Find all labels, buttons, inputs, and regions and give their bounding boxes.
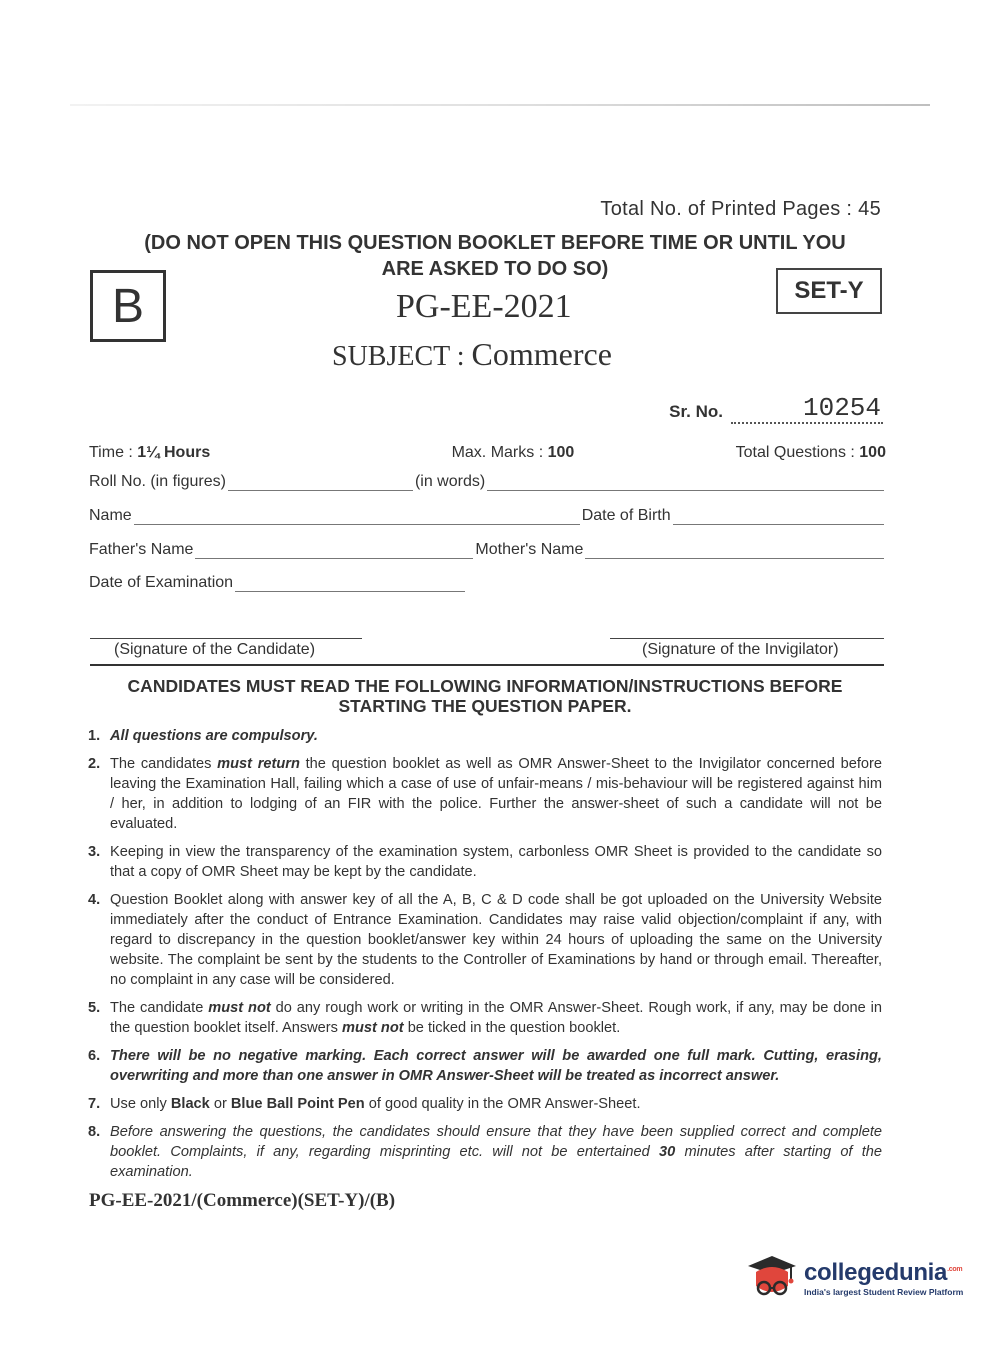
warning-line-1: (DO NOT OPEN THIS QUESTION BOOKLET BEFORE TIME OR UNTIL YOU	[144, 232, 846, 254]
brand-name	[804, 1259, 963, 1287]
exam-meta	[89, 444, 886, 462]
instruction-text: Keeping in view the transparency of the examination system, carbonless OMR Sheet is provided to the candidate so that a copy of OMR Sheet may be kept by the candidate.	[110, 844, 882, 880]
instruction-number: 2.	[88, 756, 101, 772]
instruction-text: There will be no negative marking. Each correct answer will be awarded one full mark. Cutting, erasing, overwriting and more than one answer in OMR Answer-Sheet will be treated as incorrect answer.	[110, 1048, 882, 1084]
instruction-text	[110, 1094, 882, 1114]
instruction-number: 6.	[88, 1048, 101, 1064]
instruction-text	[110, 754, 882, 834]
instruction-emphasis: Black	[170, 1096, 210, 1112]
father-name-label: Father's Name	[89, 541, 194, 558]
brand-name-text: collegedunia	[804, 1259, 948, 1286]
exam-code: PG-EE-2021	[396, 288, 572, 325]
total-questions-value: 100	[859, 444, 886, 461]
dob-field[interactable]	[673, 508, 884, 525]
name-row	[89, 507, 886, 525]
time-info	[89, 444, 210, 462]
instruction-text-part: Use only	[110, 1096, 171, 1112]
mother-name-field[interactable]	[585, 542, 884, 559]
exam-date-label: Date of Examination	[89, 574, 234, 591]
time-value: 1¼ Hours	[137, 444, 211, 461]
instruction-text-part: of good quality in the OMR Answer-Sheet.	[364, 1096, 641, 1112]
subject-label: SUBJECT :	[332, 341, 465, 372]
instruction-item	[88, 1122, 882, 1182]
invigilator-signature-label: (Signature of the Invigilator)	[642, 641, 839, 658]
sr-no-value: 10254	[731, 394, 883, 424]
instruction-number: 8.	[88, 1124, 101, 1140]
mascot-icon	[744, 1252, 800, 1304]
roll-figures-field[interactable]	[228, 474, 413, 491]
name-field[interactable]	[134, 508, 580, 525]
instructions-heading-line-2: STARTING THE QUESTION PAPER.	[338, 696, 632, 716]
sr-no-label: Sr. No.	[669, 402, 723, 421]
instruction-emphasis: must return	[217, 756, 300, 772]
roll-words-field[interactable]	[487, 474, 884, 491]
instruction-text-part: be ticked in the question booklet.	[403, 1020, 621, 1036]
collegedunia-watermark	[744, 1252, 963, 1304]
mother-name-label: Mother's Name	[475, 541, 584, 558]
instruction-item	[88, 842, 882, 882]
footer-paper-code: PG-EE-2021/(Commerce)(SET-Y)/(B)	[89, 1190, 396, 1211]
warning-line-2: ARE ASKED TO DO SO)	[381, 258, 609, 280]
instruction-text: Question Booklet along with answer key of all the A, B, C & D code shall be got uploaded on the University Website immediately after the conduct of Entrance Examination. Candidates may raise valid objection/complaint if any, with regard to discrepancy in the question booklet/answer key within 24 hours of uploading the same on the University website. The complaint be sent by the students to the Controller of Examinations by hand or through email. Thereafter, no complaint in any case will be considered.	[110, 892, 882, 988]
instruction-number: 1.	[88, 728, 101, 744]
instruction-item	[88, 998, 882, 1038]
time-label: Time :	[89, 444, 138, 461]
instruction-text-part: or	[209, 1096, 231, 1112]
serial-number	[669, 394, 883, 424]
instruction-item	[88, 1046, 882, 1086]
instruction-item	[88, 754, 882, 834]
roll-words-label: (in words)	[414, 473, 486, 490]
instruction-number: 4.	[88, 892, 101, 908]
instruction-item	[88, 726, 882, 746]
instructions-list	[88, 726, 882, 1190]
instructions-heading-line-1: CANDIDATES MUST READ THE FOLLOWING INFORMATION/INSTRUCTIONS BEFORE	[127, 676, 843, 696]
instruction-text-part: the question booklet as well as OMR Answer-Sheet to the Invigilator concerned before leaving the Examination Hall, failing which a case of use of unfair-means / mis-behaviour will be registered against him / her, in addition to lodging of an FIR with the police. Further the answer-sheet of such a candidate will not be evaluated.	[110, 756, 882, 832]
max-marks-value: 100	[547, 444, 575, 461]
instruction-emphasis: must not	[208, 1000, 271, 1016]
instruction-number: 7.	[88, 1096, 101, 1112]
booklet-code-box: B	[90, 270, 166, 342]
instruction-text: All questions are compulsory.	[110, 728, 318, 744]
subject-heading	[332, 336, 612, 373]
total-questions-label: Total Questions :	[735, 444, 860, 461]
exam-date-row	[89, 574, 886, 592]
instruction-number: 3.	[88, 844, 101, 860]
father-name-field[interactable]	[195, 542, 473, 559]
roll-number-row	[89, 473, 886, 491]
name-label: Name	[89, 507, 132, 524]
parents-row	[89, 541, 886, 559]
dob-label: Date of Birth	[581, 507, 671, 524]
invigilator-signature-line[interactable]	[610, 638, 884, 639]
brand-dot: .com	[947, 1266, 963, 1273]
instruction-item	[88, 890, 882, 990]
instruction-item	[88, 1094, 882, 1114]
scan-edge	[70, 104, 930, 106]
candidate-signature-label: (Signature of the Candidate)	[114, 641, 316, 658]
instruction-text-part: Before answering the questions, the candidates should ensure that they have been supplied correct and complete booklet. Complaints, if any, regarding misprinting etc. will not be entertained	[110, 1124, 882, 1160]
brand-text	[804, 1259, 963, 1297]
instruction-text-part: The candidates	[110, 756, 218, 772]
candidate-signature-line[interactable]	[90, 638, 362, 639]
max-marks-label: Max. Marks :	[451, 444, 548, 461]
instruction-text	[110, 1122, 882, 1182]
instruction-text-part: The candidate	[110, 1000, 209, 1016]
brand-tagline: India's largest Student Review Platform	[804, 1287, 964, 1297]
instruction-number: 5.	[88, 1000, 101, 1016]
roll-figures-label: Roll No. (in figures)	[89, 473, 226, 490]
max-marks-info	[452, 444, 575, 462]
instruction-text-part: minutes after starting of the examination.	[110, 1144, 882, 1180]
instruction-emphasis: Blue Ball Point Pen	[230, 1096, 365, 1112]
subject-value: Commerce	[471, 336, 612, 372]
instruction-emphasis: 30	[659, 1144, 676, 1160]
set-box: SET-Y	[776, 268, 882, 314]
exam-date-field[interactable]	[235, 575, 465, 592]
section-divider	[90, 664, 884, 666]
instruction-text-part: do any rough work or writing in the OMR Answer-Sheet. Rough work, if any, may be done in the question booklet itself. Answers	[110, 1000, 882, 1036]
instruction-text	[110, 998, 882, 1038]
total-pages: Total No. of Printed Pages : 45	[600, 198, 881, 220]
instructions-heading	[90, 676, 880, 716]
total-questions-info	[736, 444, 886, 462]
instruction-emphasis: must not	[342, 1020, 404, 1036]
